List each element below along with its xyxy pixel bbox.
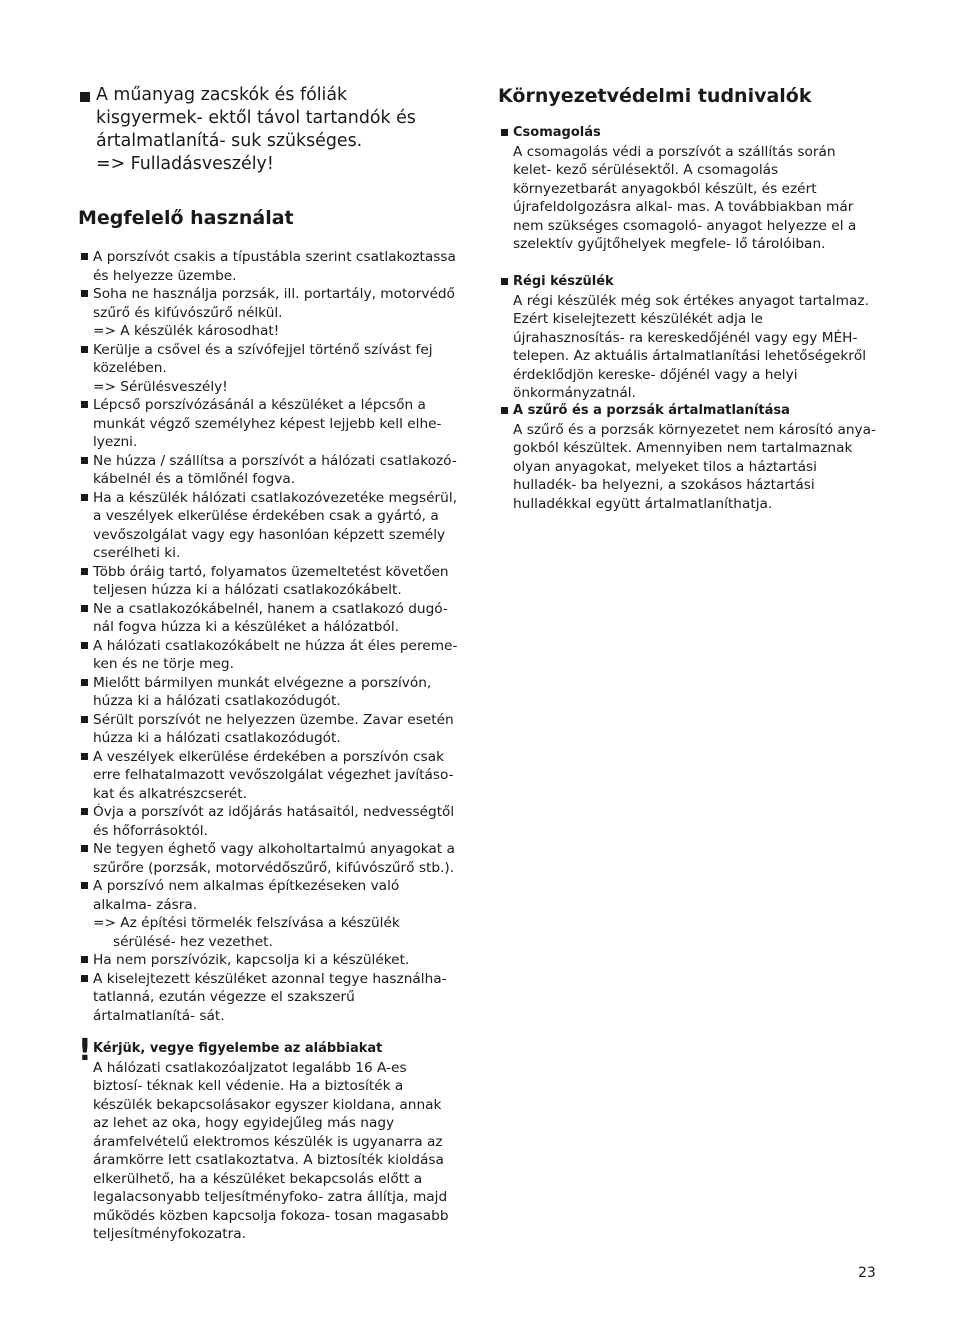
bullet-square-icon: [81, 605, 88, 612]
bullet-square-icon: [81, 401, 88, 408]
bullet-square-icon: [81, 568, 88, 575]
section-old-device: [498, 273, 883, 403]
bullet-square-icon: [81, 679, 88, 686]
bullet-square-icon: [81, 457, 88, 464]
list-item-text: Óvja a porszívót az időjárás hatásaitól, nedvességtől és hőforrásoktól.: [93, 804, 455, 839]
bullet-square-icon: [501, 129, 508, 136]
section-title: Csomagolás: [513, 125, 601, 140]
usage-list: [78, 248, 458, 1025]
bullet-square-icon: [81, 290, 88, 297]
list-item: [78, 285, 458, 341]
bullet-square-icon: [501, 407, 508, 414]
intro-text: A műanyag zacskók és fóliák kisgyermek- ektől távol tartandók és ártalmatlanítá- suk szükséges.: [96, 85, 416, 151]
bullet-square-icon: [81, 975, 88, 982]
list-item: [78, 970, 458, 1026]
note-body: A hálózati csatlakozóaljzatot legalább 16 A-es biztosí- téknak kell védenie. Ha a biztosíték a készülék bekapcsolásakor egyszer kioldana, annak az lehet az oka, hogy egyidejűleg más nagy áramfelvételű elektromos készülék is ugyanarra az áramkörre lett csatlakoztatva. A biztosíték kioldása elkerülhető, ha a készüléket bekapcsolás előtt a legalacsonyabb teljesítményfoko- zatra állítja, majd működés közben kapcsolja fokoza- tosan magasabb teljesítményfokozatra.: [93, 1059, 449, 1242]
exclamation-icon: !: [78, 1033, 92, 1068]
list-item-text: Mielőtt bármilyen munkát elvégezne a porszívón, húzza ki a hálózati csatlakozódugót.: [93, 674, 432, 709]
list-item: [78, 489, 458, 563]
list-item-text: Sérült porszívót ne helyezzen üzembe. Zavar esetén húzza ki a hálózati csatlakozódugót.: [93, 711, 454, 746]
list-item-text: A porszívó nem alkalmas építkezéseken való alkalma- zásra.: [93, 878, 400, 913]
list-item-text: Lépcső porszívózásánál a készüléket a lépcsőn a munkát végző személyhez képest lejjebb kell elhe- lyezni.: [93, 397, 442, 450]
list-item: [78, 341, 458, 397]
list-item-text: Soha ne használja porzsák, ill. portartály, motorvédő szűrő és kifúvószűrő nélkül.: [93, 286, 455, 321]
list-item: [78, 396, 458, 452]
bullet-square-icon: [81, 494, 88, 501]
bullet-square-icon: [81, 882, 88, 889]
list-item-warning: => A készülék károsodhat!: [93, 323, 280, 339]
list-item-text: Ne tegyen éghető vagy alkoholtartalmú anyagokat a szűrőre (porzsák, motorvédőszűrő, kifúvószűrő stb.).: [93, 841, 455, 876]
bullet-square-icon: [81, 642, 88, 649]
list-item-text: Kerülje a csővel és a szívófejjel történő szívást fej közelében.: [93, 341, 433, 376]
intro-warning-text: => Fulladásveszély!: [96, 154, 274, 174]
section-filter-disposal: [498, 402, 883, 513]
list-item-text: Ha nem porszívózik, kapcsolja ki a készüléket.: [93, 952, 410, 968]
section-packaging: [498, 124, 883, 254]
bullet-square-icon: [81, 346, 88, 353]
bullet-square-icon: [81, 753, 88, 760]
list-item-text: Ne húzza / szállítsa a porszívót a hálózati csatlakozó- kábelnél és a tömlőnél fogva.: [93, 452, 457, 487]
list-item-text: Több óráig tartó, folyamatos üzemeltetést követően teljesen húzza ki a hálózati csatlakozókábelt.: [93, 563, 449, 598]
list-item-text: A kiselejtezett készüléket azonnal tegye használha- tatlanná, ezután végezze el szakszerű ártalmatlanítá- sát.: [93, 970, 447, 1024]
list-item: [78, 563, 458, 600]
usage-heading: Megfelelő használat: [78, 207, 294, 229]
section-title: A szűrő és a porzsák ártalmatlanítása: [513, 403, 790, 418]
note-box: [78, 1033, 463, 1244]
list-item-text: Ha a készülék hálózati csatlakozóvezetéke megsérül, a veszélyek elkerülése érdekében csak a gyártó, a vevőszolgálat vagy egy hasonlóan képzett személy cserélheti ki.: [93, 489, 458, 561]
bullet-square-icon: [81, 716, 88, 723]
section-body: A régi készülék még sok értékes anyagot tartalmaz. Ezért kiselejtezett készülékét adja le újrahasznosítás- ra kereskedőjénél vagy egy MÉH-telepen. Az aktuális ártalmatlanítási lehetőségekről érdeklődjön kereske- dőjénél vagy a helyi önkormányzatnál.: [513, 292, 869, 401]
list-item: [78, 840, 458, 877]
list-item: [78, 248, 458, 285]
list-item-warning: => Az építési törmelék felszívása a készülék sérülésé- hez vezethet.: [93, 915, 400, 950]
bullet-square-icon: [501, 278, 508, 285]
list-item-text: A veszélyek elkerülése érdekében a porszívón csak erre felhatalmazott vevőszolgálat végezhet javításo- kat és alkatrészcserét.: [93, 748, 454, 802]
list-item: [78, 711, 458, 748]
list-item: [78, 877, 458, 951]
bullet-square-icon: [81, 253, 88, 260]
list-item-warning: => Sérülésveszély!: [93, 378, 228, 395]
list-item-text: A hálózati csatlakozókábelt ne húzza át éles pereme- ken és ne törje meg.: [93, 637, 458, 672]
list-item: [78, 803, 458, 840]
list-item: [78, 674, 458, 711]
list-item: [78, 637, 458, 674]
section-title: Régi készülék: [513, 274, 614, 289]
list-item: [78, 951, 458, 970]
bullet-square-icon: [81, 845, 88, 852]
list-item: [78, 452, 458, 489]
bullet-square-icon: [81, 808, 88, 815]
page-number: 23: [858, 1265, 876, 1281]
list-item: [78, 600, 458, 637]
list-item-text: A porszívót csakis a típustábla szerint csatlakoztassa és helyezze üzembe.: [93, 249, 456, 284]
section-body: A csomagolás védi a porszívót a szállítás során kelet- kező sérülésektől. A csomagolás környezetbarát anyagokból készült, és ezért újrafeldolgozásra alkal- mas. A továbbiakban már nem szükséges csomagoló- anyagot helyezze el a szelektív gyűjtőhelyek megfele- lő tárolóiban.: [513, 143, 857, 252]
section-body: A szűrő és a porzsák környezetet nem károsító anya- gokból készültek. Amennyiben nem tartalmaznak olyan anyagokat, melyeket tilos a háztartási hulladék- ba helyezni, a szokásos háztartási hulladékkal együtt ártalmatlaníthatja.: [513, 421, 876, 512]
bullet-square-icon: [81, 956, 88, 963]
intro-warning: [78, 84, 460, 176]
bullet-square-icon: [80, 92, 90, 102]
note-title: Kérjük, vegye figyelembe az alábbiakat: [93, 1041, 383, 1056]
environment-heading: Környezetvédelmi tudnivalók: [498, 85, 812, 107]
list-item-text: Ne a csatlakozókábelnél, hanem a csatlakozó dugó- nál fogva húzza ki a készüléket a hálózatból.: [93, 600, 448, 635]
list-item: [78, 748, 458, 804]
